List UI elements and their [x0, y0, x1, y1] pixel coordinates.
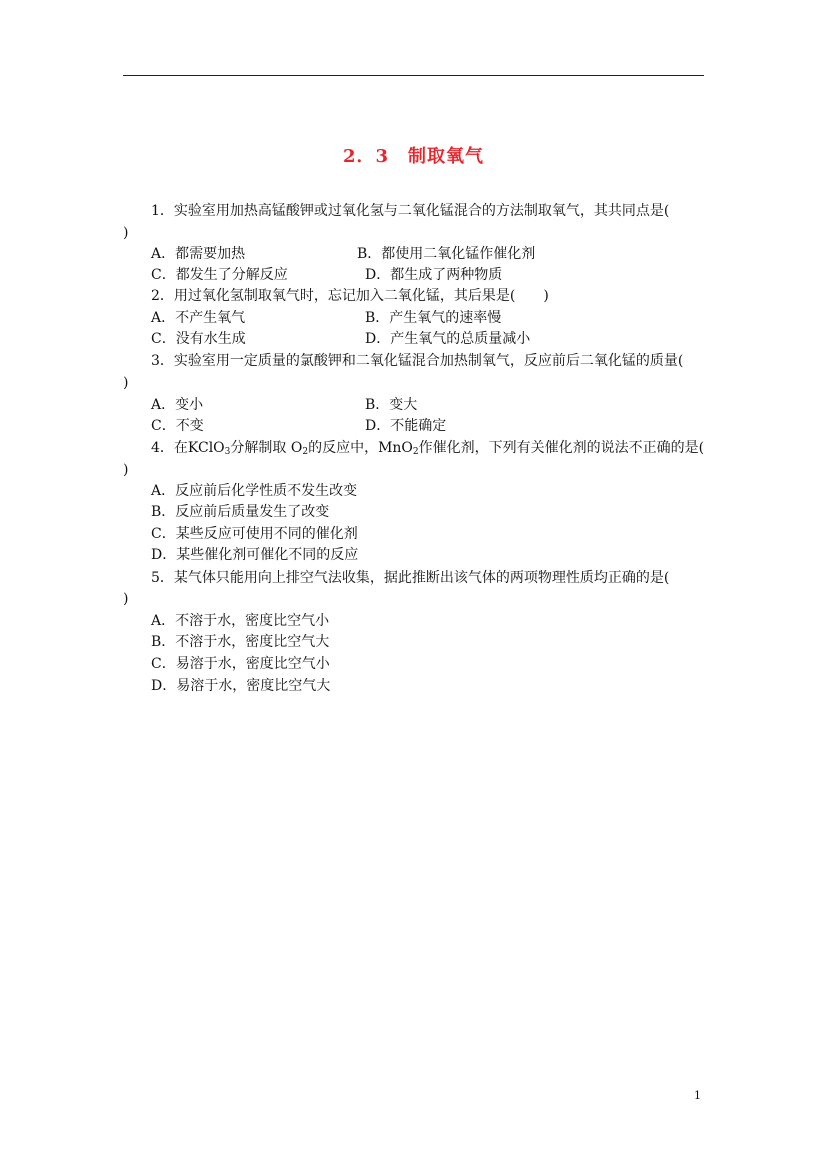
- question-2-option-c: C．没有水生成: [151, 331, 246, 347]
- question-5-stem: 5．某气体只能用向上排空气法收集，据此推断出该气体的两项物理性质均正确的是(: [151, 570, 670, 586]
- question-1-stem: 1．实验室用加热高锰酸钾或过氧化氢与二氧化锰混合的方法制取氧气，其共同点是(: [151, 203, 670, 219]
- question-2-option-d: D．产生氧气的总质量减小: [365, 331, 531, 347]
- question-5-option-d: D．易溶于水，密度比空气大: [151, 678, 331, 694]
- page-title: 2．3 制取氧气: [342, 146, 485, 167]
- stem-text: 4．在KClO: [151, 440, 225, 456]
- question-5-option-c: C．易溶于水，密度比空气小: [151, 656, 330, 672]
- question-3-stem-end: ): [123, 375, 129, 391]
- question-4-stem: [151, 439, 704, 457]
- question-2-option-b: B．产生氧气的速率慢: [365, 310, 502, 326]
- question-1-option-a: A．都需要加热: [151, 246, 246, 262]
- question-4-option-a: A．反应前后化学性质不发生改变: [151, 483, 358, 499]
- question-5-option-a: A．不溶于水，密度比空气小: [151, 613, 330, 629]
- question-3-option-d: D．不能确定: [365, 418, 447, 434]
- question-4-option-d: D．某些催化剂可催化不同的反应: [151, 547, 359, 563]
- question-1-option-b: B．都使用二氧化锰作催化剂: [357, 246, 536, 262]
- page-number: 1: [694, 1089, 701, 1102]
- question-3-option-c: C．不变: [151, 418, 204, 434]
- question-3-option-b: B．变大: [365, 397, 418, 413]
- subscript: 2: [412, 447, 419, 457]
- question-4-option-c: C．某些反应可使用不同的催化剂: [151, 526, 358, 542]
- question-5-stem-end: ): [123, 591, 129, 607]
- header-rule: [123, 75, 704, 76]
- stem-text: 分解制取 O: [230, 440, 303, 456]
- stem-text: 的反应中，MnO: [308, 440, 413, 456]
- question-4-stem-end: ): [123, 462, 129, 478]
- subscript: 2: [302, 447, 309, 457]
- question-3-option-a: A．变小: [151, 397, 204, 413]
- question-1-option-c: C．都发生了分解反应: [151, 267, 288, 283]
- question-3-stem: 3．实验室用一定质量的氯酸钾和二氧化锰混合加热制氧气，反应前后二氧化锰的质量(: [151, 353, 684, 369]
- stem-text: 作催化剂，下列有关催化剂的说法不正确的是(: [418, 440, 705, 456]
- question-1-option-d: D．都生成了两种物质: [365, 267, 503, 283]
- subscript: 3: [224, 447, 231, 457]
- question-2-option-a: A．不产生氧气: [151, 310, 246, 326]
- question-1-stem-end: ): [123, 225, 129, 241]
- question-2-stem: 2．用过氧化氢制取氧气时，忘记加入二氧化锰，其后果是( ): [151, 288, 549, 304]
- question-5-option-b: B．不溶于水，密度比空气大: [151, 634, 330, 650]
- question-4-option-b: B．反应前后质量发生了改变: [151, 504, 330, 520]
